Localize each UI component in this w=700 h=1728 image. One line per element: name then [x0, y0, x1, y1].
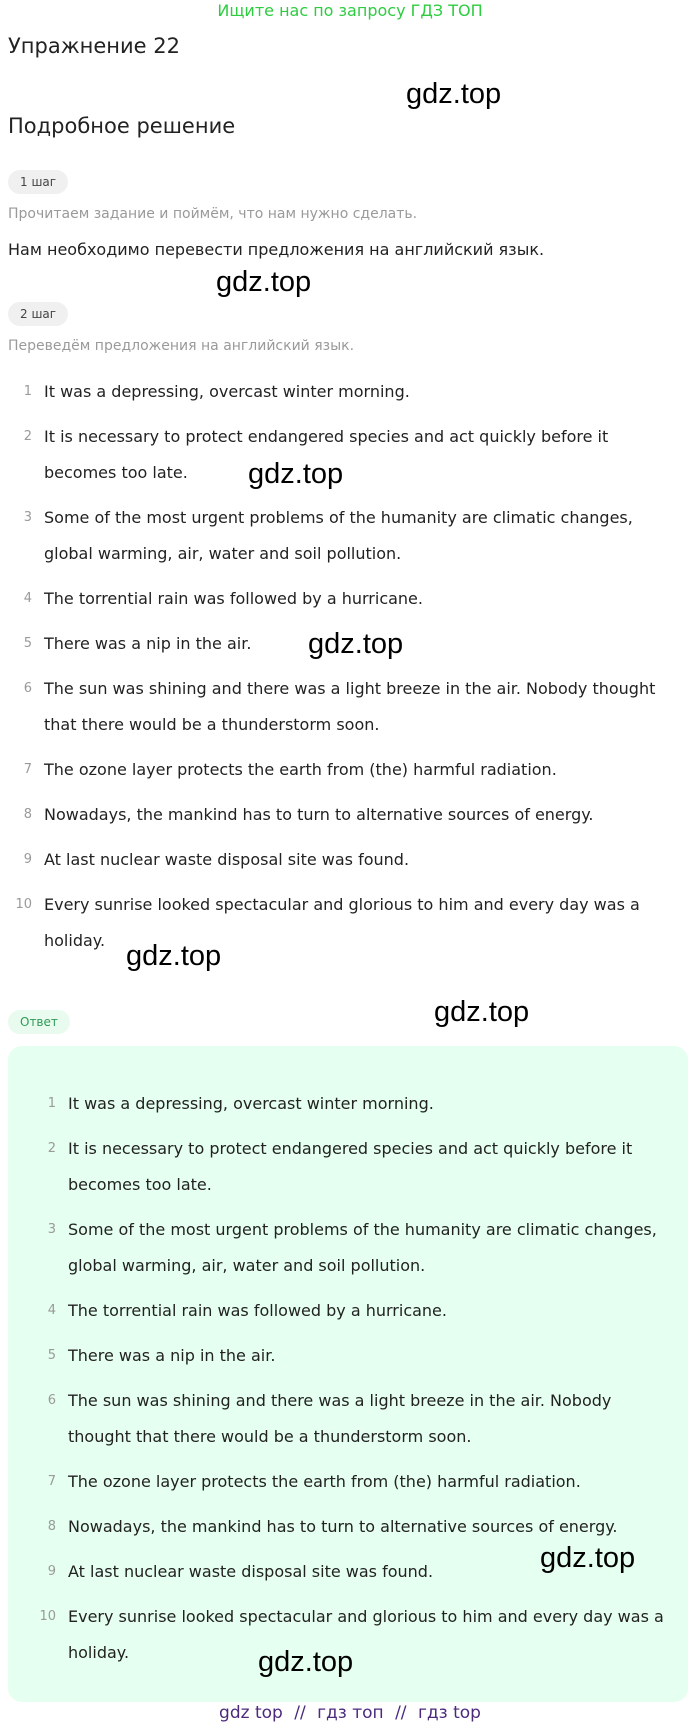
list-item	[0, 752, 700, 788]
item-number: 7	[23, 762, 32, 777]
item-text: Nowadays, the mankind has to turn to alternative sources of energy.	[44, 805, 594, 824]
watermark: gdz.top	[308, 628, 404, 660]
list-item	[0, 671, 700, 743]
item-number: 9	[23, 852, 32, 867]
item-number: 4	[23, 591, 32, 606]
item-number: 6	[47, 1393, 56, 1408]
item-text: The torrential rain was followed by a hurricane.	[44, 589, 423, 608]
answer-badge: Ответ	[8, 1010, 70, 1034]
watermark: gdz.top	[248, 458, 344, 490]
footer-links	[0, 1700, 700, 1726]
list-item	[0, 1086, 700, 1122]
item-number: 6	[23, 681, 32, 696]
list-item	[0, 842, 700, 878]
step-1-text: Нам необходимо перевести предложения на английский язык.	[8, 240, 545, 259]
footer-link-gdz-top[interactable]: gdz top	[219, 1703, 283, 1723]
list-item	[0, 797, 700, 833]
answer-list	[0, 1086, 700, 1680]
list-item	[0, 1338, 700, 1374]
item-number: 2	[47, 1141, 56, 1156]
page-title: Упражнение 22	[8, 34, 180, 58]
watermark: gdz.top	[258, 1646, 354, 1678]
list-item	[0, 581, 700, 617]
watermark: gdz.top	[126, 940, 222, 972]
item-text: The sun was shining and there was a light breeze in the air. Nobody thought that there would be a thunderstorm soon.	[68, 1391, 612, 1446]
item-text: It is necessary to protect endangered species and act quickly before it becomes too late.	[44, 427, 609, 482]
item-text: At last nuclear waste disposal site was found.	[44, 850, 410, 869]
list-item	[0, 1212, 700, 1284]
watermark: gdz.top	[540, 1542, 636, 1574]
item-text: The torrential rain was followed by a hurricane.	[68, 1301, 447, 1320]
list-item	[0, 887, 700, 959]
item-number: 5	[47, 1348, 56, 1363]
item-text: It is necessary to protect endangered species and act quickly before it becomes too late.	[68, 1139, 633, 1194]
footer-separator: //	[294, 1703, 306, 1723]
item-text: Every sunrise looked spectacular and glorious to him and every day was a holiday.	[44, 895, 640, 950]
footer-link-gdz-top-ru[interactable]: гдз топ	[317, 1703, 384, 1723]
watermark: gdz.top	[216, 266, 312, 298]
item-text: There was a nip in the air.	[44, 634, 252, 653]
item-text: Some of the most urgent problems of the humanity are climatic changes, global warming, air, water and soil pollution.	[68, 1220, 657, 1275]
step-1-badge: 1 шаг	[8, 170, 68, 194]
item-text: Some of the most urgent problems of the humanity are climatic changes, global warming, air, water and soil pollution.	[44, 508, 633, 563]
item-text: Every sunrise looked spectacular and glorious to him and every day was a holiday.	[68, 1607, 664, 1662]
list-item	[0, 419, 700, 491]
item-number: 4	[47, 1303, 56, 1318]
list-item	[0, 1383, 700, 1455]
item-number: 3	[47, 1222, 56, 1237]
step-2-hint: Переведём предложения на английский язык.	[8, 338, 355, 354]
watermark: gdz.top	[406, 78, 502, 110]
item-number: 5	[23, 636, 32, 651]
item-number: 8	[47, 1519, 56, 1534]
item-number: 10	[39, 1609, 56, 1624]
step-2-badge: 2 шаг	[8, 302, 68, 326]
watermark: gdz.top	[434, 996, 530, 1028]
item-number: 1	[23, 384, 32, 399]
item-text: The ozone layer protects the earth from (the) harmful radiation.	[68, 1472, 581, 1491]
item-number: 3	[23, 510, 32, 525]
sentence-list	[0, 374, 700, 968]
list-item	[0, 500, 700, 572]
list-item	[0, 1509, 700, 1545]
item-number: 1	[47, 1096, 56, 1111]
item-number: 7	[47, 1474, 56, 1489]
step-1-hint: Прочитаем задание и поймём, что нам нужно сделать.	[8, 206, 418, 222]
item-text: Nowadays, the mankind has to turn to alternative sources of energy.	[68, 1517, 618, 1536]
solution-title: Подробное решение	[8, 114, 236, 138]
item-number: 2	[23, 429, 32, 444]
list-item	[0, 1293, 700, 1329]
item-text: At last nuclear waste disposal site was found.	[68, 1562, 434, 1581]
search-banner: Ищите нас по запросу ГДЗ ТОП	[217, 1, 483, 20]
item-number: 9	[47, 1564, 56, 1579]
list-item	[0, 1464, 700, 1500]
footer-link-gdz-top-mixed[interactable]: гдз top	[417, 1703, 481, 1723]
list-item	[0, 1131, 700, 1203]
item-number: 8	[23, 807, 32, 822]
footer-separator: //	[395, 1703, 407, 1723]
item-text: The sun was shining and there was a light breeze in the air. Nobody thought that there would be a thunderstorm soon.	[44, 679, 656, 734]
list-item	[0, 374, 700, 410]
item-number: 10	[15, 897, 32, 912]
item-text: It was a depressing, overcast winter morning.	[68, 1094, 434, 1113]
item-text: There was a nip in the air.	[68, 1346, 276, 1365]
item-text: The ozone layer protects the earth from (the) harmful radiation.	[44, 760, 557, 779]
item-text: It was a depressing, overcast winter morning.	[44, 382, 410, 401]
